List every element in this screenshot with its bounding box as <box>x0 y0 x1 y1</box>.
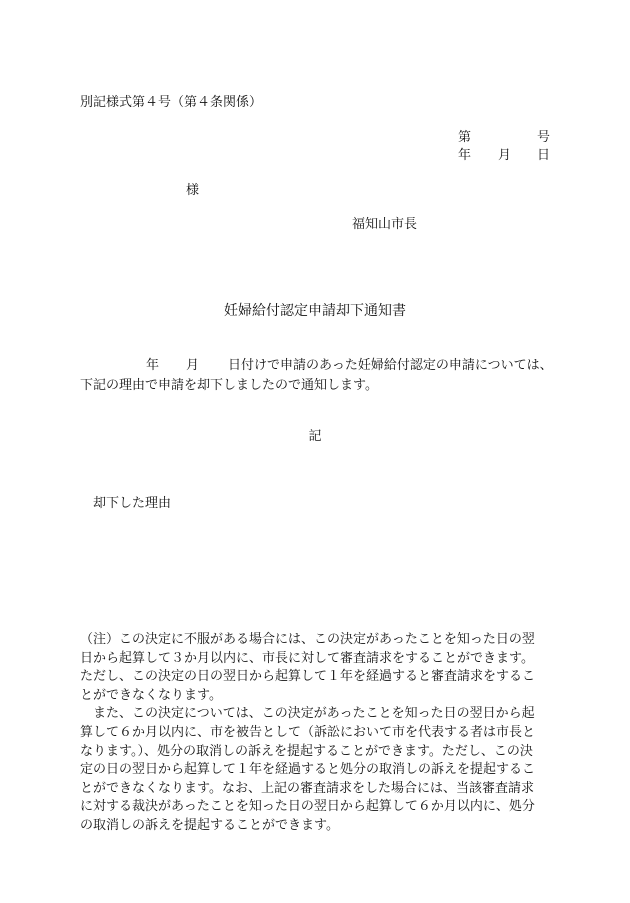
date-year-label: 年 <box>458 148 472 163</box>
rejection-reason-label: 却下した理由 <box>93 496 172 511</box>
notes-line: なります。）、処分の取消しの訴えを提起することができます。ただし、この決 <box>80 743 533 759</box>
body-line-2: 下記の理由で申請を却下しましたので通知します。 <box>80 378 378 393</box>
issuer-name: 福知山市長 <box>352 217 418 232</box>
addressee-suffix: 様 <box>186 183 200 198</box>
notes-line: ただし、この決定の日の翌日から起算して１年を経過すると審査請求をするこ <box>80 669 536 685</box>
document-number-line <box>458 131 550 147</box>
notes-line: （注）この決定に不服がある場合には、この決定があったことを知った日の翌 <box>80 632 535 647</box>
document-title: 妊婦給付認定申請却下通知書 <box>224 303 406 319</box>
body-line-1-text: 日付けで申請のあった妊婦給付認定の申請については、 <box>228 358 553 373</box>
note-heading: 記 <box>308 429 322 444</box>
notes-line: とができなくなります。 <box>80 687 222 703</box>
body-year-label: 年 <box>146 358 160 373</box>
date-day-label: 日 <box>536 148 550 163</box>
notes-line: 日から起算して３か月以内に、市長に対して審査請求をすることができます。 <box>80 650 534 666</box>
number-suffix: 号 <box>536 130 550 145</box>
notes-line: また、この決定については、この決定があったことを知った日の翌日から起 <box>80 706 535 722</box>
notes-line: の取消しの訴えを提起することができます。 <box>80 817 339 833</box>
notes-section <box>80 633 560 838</box>
notes-line: とができなくなります。なお、上記の審査請求をした場合には、当該審査請求 <box>80 780 534 796</box>
body-line-1 <box>80 359 554 375</box>
notes-line: 算して６か月以内に、市を被告として（訴訟において市を代表する者は市長と <box>80 724 536 740</box>
number-prefix: 第 <box>458 130 472 145</box>
notes-line: 定の日の翌日から起算して１年を経過すると処分の取消しの訴えを提起するこ <box>80 762 536 778</box>
notes-line: に対する裁決があったことを知った日の翌日から起算して６か月以内に、処分 <box>80 799 535 815</box>
issue-date-line <box>458 149 550 165</box>
date-month-label: 月 <box>498 148 512 163</box>
body-month-label: 月 <box>186 358 200 373</box>
form-number: 別記様式第４号（第４条関係） <box>80 95 263 110</box>
